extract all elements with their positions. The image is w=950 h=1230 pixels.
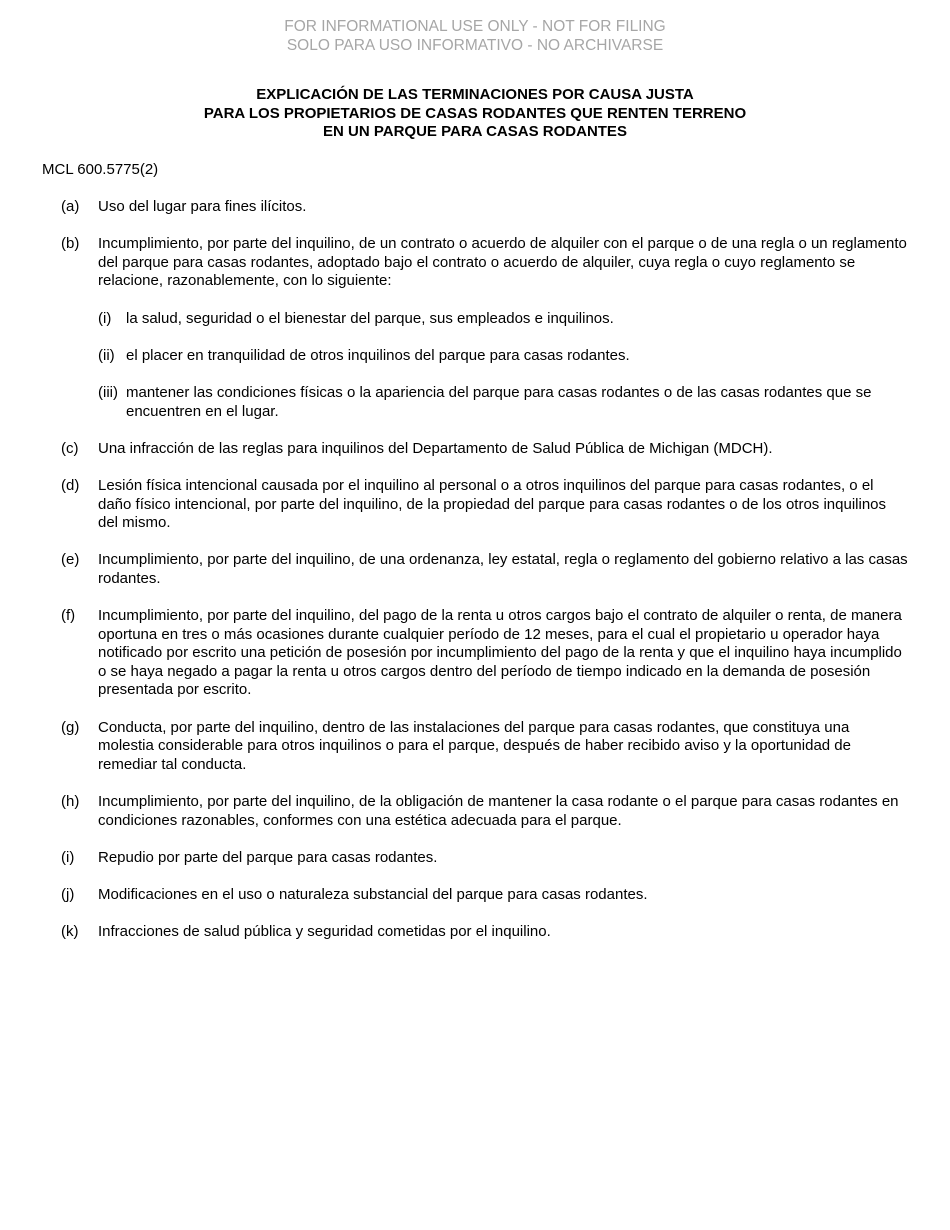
- list-item: [0, 849, 950, 868]
- sub-item-label: (ii): [98, 346, 115, 364]
- sub-item-label: (iii): [98, 383, 118, 401]
- list-item: [0, 477, 950, 533]
- termination-reasons-list: [0, 198, 950, 960]
- item-label: (b): [61, 235, 80, 253]
- item-text: Modificaciones en el uso o naturaleza substancial del parque para casas rodantes.: [98, 885, 648, 903]
- item-text: Incumplimiento, por parte del inquilino, de una ordenanza, ley estatal, regla o reglamento del gobierno relativo a las casas rodantes.: [98, 551, 908, 587]
- list-item: [0, 198, 950, 217]
- item-text: Incumplimiento, por parte del inquilino, de la obligación de mantener la casa rodante o el parque para casas rodantes en condiciones razonables, conformes con una estética adecuada para el parque.: [98, 793, 899, 829]
- title-line-1: EXPLICACIÓN DE LAS TERMINACIONES POR CAUSA JUSTA: [256, 86, 694, 103]
- sub-list-item: [0, 310, 950, 329]
- list-item: [0, 719, 950, 775]
- item-label: (e): [61, 551, 80, 569]
- item-text: Lesión física intencional causada por el inquilino al personal o a otros inquilinos del parque para casas rodantes, o el daño físico intencional, por parte del inquilino, de la propiedad del parque para casas rodantes o de los otros inquilinos del mismo.: [98, 476, 887, 532]
- item-text: Uso del lugar para fines ilícitos.: [98, 198, 307, 215]
- notice-line-spanish: SOLO PARA USO INFORMATIVO - NO ARCHIVARSE: [286, 37, 664, 54]
- list-item: [0, 440, 950, 459]
- sub-item-text: la salud, seguridad o el bienestar del parque, sus empleados e inquilinos.: [126, 309, 614, 327]
- sub-item-text: el placer en tranquilidad de otros inquilinos del parque para casas rodantes.: [126, 346, 630, 364]
- item-text: Infracciones de salud pública y seguridad cometidas por el inquilino.: [98, 923, 551, 941]
- sub-item-text: mantener las condiciones físicas o la apariencia del parque para casas rodantes o de las casas rodantes que se encuentren en el lugar.: [126, 383, 872, 420]
- item-label: (d): [61, 476, 80, 494]
- item-label: (j): [61, 885, 75, 903]
- item-label: (g): [61, 718, 80, 736]
- item-label: (h): [61, 793, 80, 810]
- document-title: [0, 86, 950, 142]
- item-label: (i): [61, 848, 75, 866]
- statute-citation: MCL 600.5775(2): [42, 161, 159, 178]
- list-item: [0, 886, 950, 905]
- list-item: [0, 607, 950, 700]
- informational-notice: [0, 17, 950, 55]
- item-label: (f): [61, 607, 76, 625]
- item-label: (c): [61, 439, 79, 457]
- title-line-3: EN UN PARQUE PARA CASAS RODANTES: [323, 123, 627, 141]
- list-item: [0, 793, 950, 830]
- notice-line-english: FOR INFORMATIONAL USE ONLY - NOT FOR FILING: [284, 18, 666, 35]
- sub-list-item: [0, 347, 950, 366]
- item-text: Conducta, por parte del inquilino, dentro de las instalaciones del parque para casas rodantes, que constituya una molestia considerable para otros inquilinos o para el parque, después de haber recibido aviso y la oportunidad de remediar tal conducta.: [98, 718, 851, 773]
- item-text: Repudio por parte del parque para casas rodantes.: [98, 848, 438, 866]
- item-label: (a): [61, 198, 80, 215]
- item-text: Incumplimiento, por parte del inquilino, del pago de la renta u otros cargos bajo el contrato de alquiler o renta, de manera oportuna en tres o más ocasiones durante cualquier período de 12 meses, para el cual el propietario u operador haya notificado por escrito una petición de posesión por incumplimiento del pago de la renta y que el inquilino haya incumplido o se haya negado a pagar la renta u otros cargos dentro del período de tiempo indicado en la demanda de posesión presentada por escrito.: [98, 607, 902, 699]
- title-line-2: PARA LOS PROPIETARIOS DE CASAS RODANTES QUE RENTEN TERRENO: [203, 104, 747, 122]
- sub-list-item: [0, 384, 950, 421]
- item-text: Una infracción de las reglas para inquilinos del Departamento de Salud Pública de Michigan (MDCH).: [98, 439, 773, 457]
- list-item: [0, 235, 950, 421]
- item-label: (k): [61, 923, 79, 941]
- list-item: [0, 551, 950, 588]
- sub-item-label: (i): [98, 309, 112, 327]
- item-text: Incumplimiento, por parte del inquilino, de un contrato o acuerdo de alquiler con el parque o de una regla o un reglamento del parque para casas rodantes, adoptado bajo el contrato o acuerdo de alquiler, cuya regla o cuyo reglamento se relacione, razonablemente, con lo siguiente:: [98, 235, 907, 290]
- list-item: [0, 923, 950, 942]
